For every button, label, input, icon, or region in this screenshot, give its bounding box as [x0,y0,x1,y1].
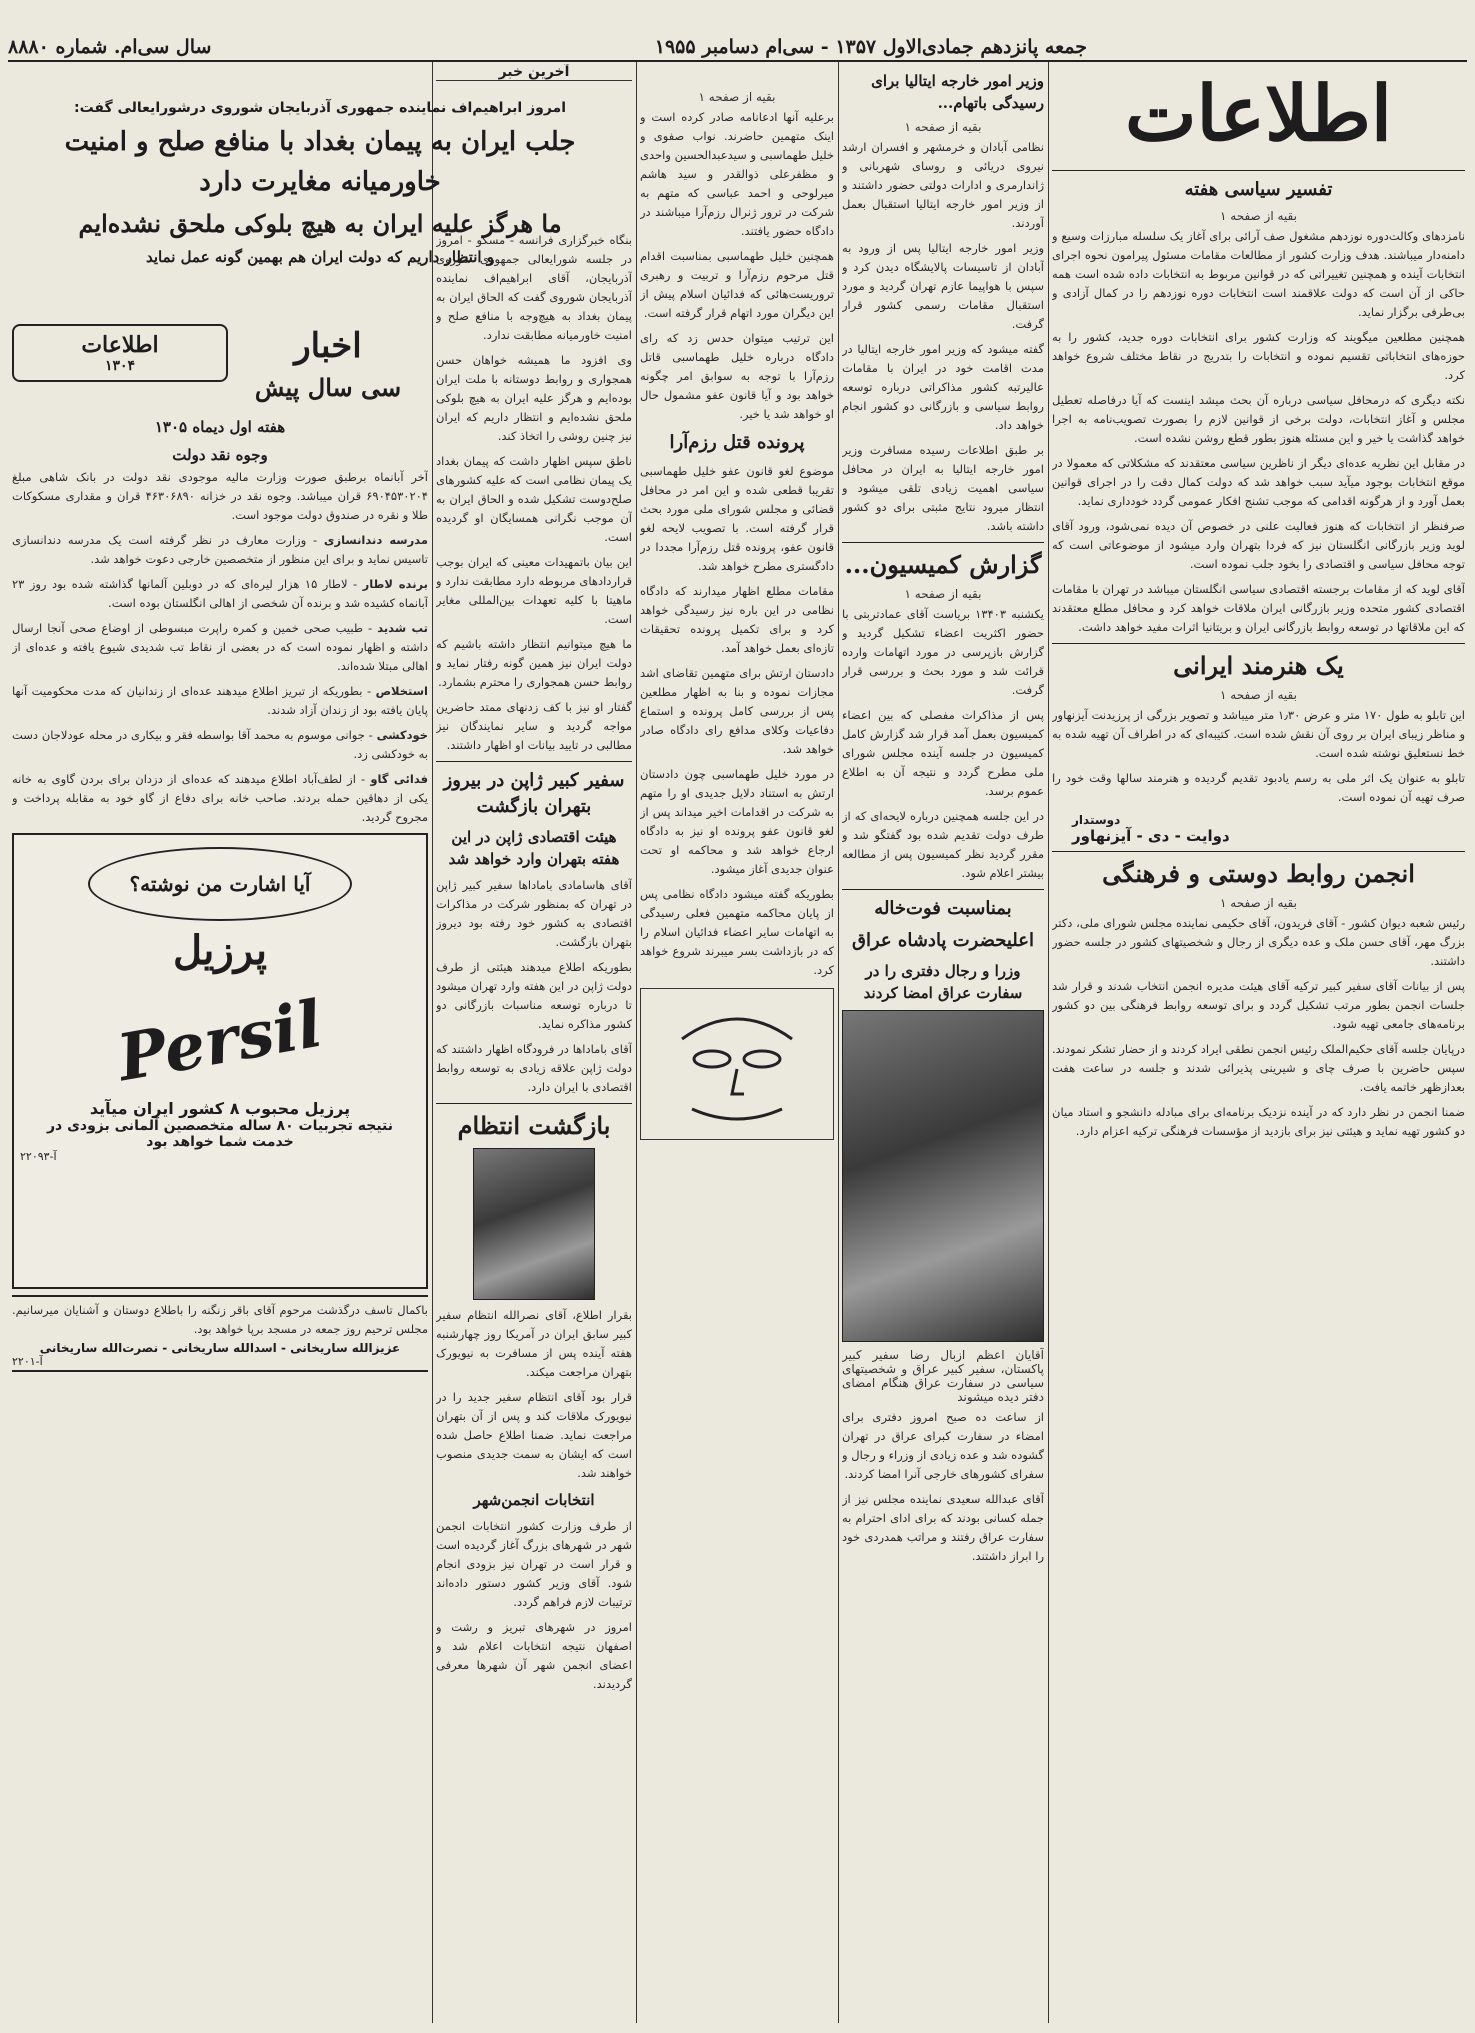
face-sketch-icon [662,999,812,1129]
dateline-bar [8,34,1467,62]
obituary-notice: باکمال تاسف درگذشت مرحوم آقای باقر زنگنه را باطلاع دوستان و آشنایان میرسانیم. مجلس ترحیم روز جمعه در مسجد برپا خواهد بود. عزیزالله ساریخانی - اسدالله ساریخانی - نصرت‌الله ساریخانی آ-۲۲۰۱ [12,1295,428,1372]
column-left: اخبار سی سال پیش اطلاعات ۱۳۰۴ هفته اول دیماه ۱۳۰۵ وجوه نقد دولت آخر آبانماه برطبق صورت وزارت مالیه موجودی نقد دولت در بانک شاهی مبلغ ۶۹۰۴۵۳۰۲۰۴ قران میباشد. وجوه نقد در خزانه ۴۶۳۰۶۸۹۰ قران و مقداری مسکوکات طلا و نقره در صندوق دولت موجود است. مدرسه دندانسازی - وزارت معارف در نظر گرفته است یک مدرسه دندانسازی تاسیس نماید و برای این منظور از متخصصین خارجی دعوت خواهد شد. برنده لاطار - لاطار ۱۵ هزار لیره‌ای که در دوبلین آلمانها گذاشته شده بود روز ۲۳ آبانماه کشیده شد و برنده آن شخصی از اهالی انگلستان بوده است. تب شدید - طبیب صحی خمین و کمره راپرت مبسوطی از اوضاع صحی آنجا ارسال داشته و اظهار نموده است که در بعضی از نقاط تب شدیدی شیوع یافته و عده‌ای از اهالی مبتلا شده‌اند. استخلاص - بطوریکه از تبریز اطلاع میدهند عده‌ای از زندانیان که مدت محکومیت آنها پایان یافته بود از زندان آزاد شدند. خودکشی - جوانی موسوم به محمد آقا بواسطه فقر و بیکاری در محله عودلاجان دست به خودکشی زد. فدائی گاو - از لطف‌آباد اطلاع میدهند که عده‌ای از دزدان برای بردن گاوی به خانه یکی از دهاقین حمله بردند. صاحب خانه برای دفاع از گاو خود به مقابله پرداخت و مجروح گردید. آیا اشارت من نوشته؟ پرزیل Persil پرزیل محبوب ۸ کشور ایران میآید نتیجه تجربیات ۸۰ ساله متخصصین آلمانی بزودی در خدمت شما خواهد بود آ-۲۲۰۹۳ باکمال تاسف درگذشت مرحوم آقای باقر زنگنه را باطلاع دوستان و آشنایان میرسانیم. مجلس ترحیم روز جمعه در مسجد برپا خواهد بود. عزیزالله ساریخانی - اسدالله ساریخانی - نصرت‌الله ساریخانی آ-۲۲۰۱ [12,320,428,2023]
brand-fa: پرزیل [173,927,267,974]
masthead: اطلاعات [1124,69,1392,158]
column-news: آخرین خبر بنگاه خبرگزاری فرانسه - مسکو - امروز در جلسه شورایعالی جمهوری شوروی آذربایجان، آقای ابراهیم‌اف نماینده آذربایجان شوروی گفت که الحاق ایران به پیمان بغداد به هیچ‌وجه با منافع صلح و امنیت خاورمیانه مطابقت ندارد. وی افزود ما همیشه خواهان حسن همجواری و روابط دوستانه با ملت ایران بوده‌ایم و هرگز علیه ایران به هیچ بلوکی ملحق نشده‌ایم و انتظار داریم که ایران نیز چنین روشی را اتخاذ کند. ناطق سپس اظهار داشت که پیمان بغداد یک پیمان نظامی است که علیه کشورهای صلح‌دوست تشکیل شده و الحاق ایران به آن موجب نگرانی همسایگان او گردیده است. این بیان باتمهیدات معینی که ایران بوجب قراردادهای مربوطه دارد مطابقت ندارد و ماهیتا با کلیه تعهدات بین‌المللی مغایر است. ما هیچ میتوانیم انتظار داشته باشیم که دولت ایران نیز همین گونه رفتار نماید و روابط حسن همجواری را محترم بشمارد. گفتار او نیز با کف زدنهای ممتد حاضرین مواجه گردید و سایر نمایندگان نیز مطالبی در تایید بیانات او اظهار داشتند. سفیر کبیر ژاپن در بیروز بتهران بازگشت هیئت اقتصادی ژاپن در این هفته بتهران وارد خواهد شد آقای هاسامادی باماداها سفیر کبیر ژاپن در تهران که بمنظور شرکت در مذاکرات اقتصادی به کشور خود رفته بود دیروز بتهران بازگشت. بطوریکه اطلاع میدهند هیئتی از طرف دولت ژاپن در این هفته وارد تهران میشود تا درباره توسعه مناسبات بازرگانی دو کشور مذاکره نماید. آقای باماداها در فرودگاه اظهار داشتند که دولت ژاپن علاقه زیادی به توسعه روابط اقتصادی با ایران دارد. بازگشت انتظام بقرار اطلاع، آقای نصرالله انتظام سفیر کبیر سابق ایران در آمریکا روز چهارشنبه هفته آینده پس از مسافرت به نیویورک بتهران مراجعت میکند. قرار بود آقای انتظام سفیر جدید را در نیویورک ملاقات کند و پس از آن بتهران مراجعت نماید. ضمنا اطلاع حاصل شده است که ایشان به سمت جدیدی منصوب خواهند شد. انتخابات انجمن‌شهر از طرف وزارت کشور انتخابات انجمن شهر در شهرهای بزرگ آغاز گردیده است و قرار است در تهران نیز بزودی انجام شود. آقای وزیر کشور دستور داده‌اند ترتیبات لازم فراهم گردد. امروز در شهرهای تبریز و رشت و اصفهان نتیجه انتخابات اعلام شد و اعضای انجمن شهر آن شهرها معرفی گردیدند. [436,64,632,1691]
lead-intro: امروز ابراهیم‌اف نماینده جمهوری آذربایجان شوروی درشورایعالی گفت: [73,100,567,116]
column-rule [838,62,839,2023]
italy-headline: وزیر امور خارجه ایتالیا برای رسیدگی باتهام... [871,72,1044,112]
dateline: جمعه پانزدهم جمادی‌الاول ۱۳۵۷ - سی‌ام دسامبر ۱۹۵۵ [654,36,1087,58]
portrait-photo [473,1148,595,1300]
lead-headline-block: امروز ابراهیم‌اف نماینده جمهوری آذربایجان شوروی درشورایعالی گفت: جلب ایران به پیمان بغداد با منافع صلح و امنیت خاورمیانه مغایرت دارد ما هرگز علیه ایران به هیچ بلوکی ملحق نشده‌ایم و انتظار داریم که دولت ایران هم بهمین گونه عمل نماید [12,100,628,274]
persil-advert: آیا اشارت من نوشته؟ پرزیل Persil پرزیل محبوب ۸ کشور ایران میآید نتیجه تجربیات ۸۰ ساله متخصصین آلمانی بزودی در خدمت شما خواهد بود آ-۲۲۰۹۳ [12,833,428,1289]
murder-case-title: پرونده قتل رزم‌آرا [669,432,805,453]
column-right: اطلاعات تفسیر سیاسی هفته بقیه از صفحه ۱ نامزدهای وکالت‌دوره نوزدهم مشغول صف آرائی برای آغاز یک سلسله مبارزات وسیع و دامنه‌دار میباشند. هدف وزارت کشور از مطالعات مقامات مسئول پیرامون نحوه اجرای انتخابات آینده و همچنین تغییراتی که در قوانین مربوط به انتخابات داده شده است همه حاکی از آن است که دولت علاقمند است انتخابات دوره نوزدهم را در کمال آزادی و بی‌طرفی برگزار نماید. همچنین مطلعین میگویند که وزارت کشور برای انتخابات دوره جدید، کشور را به حوزه‌های انتخاباتی تقسیم نموده و انتخابات را بتدریج در نقاط مختلف شروع خواهد کرد. نکته دیگری که درمحافل سیاسی درباره آن بحث میشد اینست که آیا درفاصله تعطیل مجلس و آغاز انتخابات، دولت برخی از قوانین لازم را بصورت تصویب‌نامه به اجرا خواهد گذاشت یا خیر و این مسئله هنوز بطور قطع روشن نشده است. در مقابل این نظریه عده‌ای دیگر از ناظرین سیاسی معتقدند که مشکلاتی که معمولا در موقع انتخابات بوجود میآید سبب خواهد شد که دولت کمال دقت را در اجرای قوانین بعمل آورد و از هرگونه اقدامی که موجب تشنج افکار عمومی گردد خودداری نماید. صرفنظر از انتخابات که هنوز فعالیت علنی در خصوص آن دیده نمی‌شود، ورود آقای لوید وزیر بازرگانی انگلستان نیز که فردا بتهران وارد میشود از موضوعاتی است که توجه محافل سیاسی و اقتصادی را بخود جلب نموده است. آقای لوید که از مقامات برجسته اقتصادی سیاسی انگلستان میباشد در تهران با مقامات اقتصادی کشور متحده وزیر بازرگانی ایران ملاقات خواهد کرد و محافل مطلع معتقدند که این ملاقاتها در توسعه روابط بازرگانی ایران و بریتانیا اثرات مفید خواهد داشت. یک هنرمند ایرانی بقیه از صفحه ۱ این تابلو به طول ۱۷۰ متر و عرض ۱٫۳۰ متر میباشد و تصویر بزرگی از پرزیدنت آیزنهاور و مناظر زیبای ایران بر روی آن نقش شده است. کتیبه‌ای که در اطراف آن تهیه شده به خط نستعلیق نوشته شده است. تابلو به عنوان یک اثر ملی به رسم یادبود تقدیم گردیده و هنرمند سالها وقت خود را صرف تهیه آن نموده است. دوستدار دوایت - دی - آیزنهاور انجمن روابط دوستی و فرهنگی بقیه از صفحه ۱ رئیس شعبه دیوان کشور - آقای فریدون، آقای حکیمی نماینده مجلس شورای ملی، دکتر بزرگ مهر، آقای حسن ملک و عده دیگری از رجال و شخصیتهای کشور در جلسه حضور داشتند. پس از بیانات آقای سفیر کبیر ترکیه آقای هیئت مدیره انجمن انتخاب شدند و قرار شد جلسات انجمن بطور مرتب تشکیل گردد و برای توسعه روابط فرهنگی بین دو کشور برنامه‌های جامعی تهیه شود. درپایان جلسه آقای حکیم‌الملک رئیس انجمن نطقی ایراد کردند و از حضار تشکر نمودند. سپس حاضرین با صرف چای و شیرینی پذیرائی شدند و جلسه در ساعت هفت بعدازظهر خاتمه یافت. ضمنا انجمن در نظر دارد که در آینده نزدیک برنامه‌ای برای مبادله دانشجو و استاد میان دو کشور تهیه نماید و هیئتی نیز برای بازدید از مؤسسات فرهنگی ترکیه اعزام دارد. [1052,64,1465,2023]
column-rule [1048,62,1049,2023]
speech-bubble: آیا اشارت من نوشته؟ [88,847,352,921]
lead-subheadline: ما هرگز علیه ایران به هیچ بلوکی ملحق نشده‌ایم [78,209,562,238]
latest-news-label: آخرین خبر [436,64,632,81]
old-news-title: اخبار [294,326,362,366]
commission-report-title: گزارش کمیسیون... [844,550,1042,579]
brand-logo: Persil [112,986,328,1097]
signature-label: دوستدار [1072,813,1121,827]
column-trial: بقیه از صفحه ۱ برعلیه آنها ادعانامه صادر کرده است و اینک متهمین حاضرند. نواب صفوی و خلیل طهماسبی و سیدعبدالحسین واحدی و مظفرعلی ذوالقدر و سید هاشم میرلوحی و احمد عباسی که متهم به شرکت در ترور ژنرال رزم‌آرا میباشند در دادگاه حضور یافتند. همچنین خلیل طهماسبی بمناسبت اقدام قتل مرحوم رزم‌آرا و تربیت و رهبری تروریست‌هائی که فدائیان اسلام پیش از این دیگران مورد اتهام قرار گرفته است. این ترتیب میتوان حدس زد که رای دادگاه درباره خلیل طهماسبی قاتل رزم‌آرا با توجه به سوابق امر چگونه خواهد بود و آیا قانون عفو مشمول حال او خواهد شد یا خیر. پرونده قتل رزم‌آرا موضوع لغو قانون عفو خلیل طهماسبی تقریبا قطعی شده و این امر در محافل قضائی و مجلس شورای ملی مورد بحث قرار گرفته است. با تصویب لایحه لغو قانون عفو، پرونده قتل رزم‌آرا مجددا در دادگستری مطرح خواهد شد. مقامات مطلع اظهار میدارند که دادگاه نظامی در این باره نیز رسیدگی خواهد کرد و برای تکمیل پرونده تحقیقات تازه‌ای بعمل خواهد آمد. دادستان ارتش برای متهمین تقاضای اشد مجازات نموده و بنا به اظهار مطلعین پس از بررسی کامل پرونده و استماع دفاعیات وکلای مدافع رای دادگاه صادر خواهد شد. در مورد خلیل طهماسبی چون دادستان ارتش به استناد دلایل جدیدی او را متهم به شرکت در اقدامات اخیر میداند پس از لغو قانون عفو پرونده او نیز به دادگاه ارجاع خواهد شد و محاکمه او تحت عنوان جدیدی آغاز میشود. بطوریکه گفته میشود دادگاه نظامی پس از پایان محاکمه متهمین فعلی رسیدگی به اتهامات سایر اعضاء فدائیان اسلام را که در بازداشت بسر میبرند شروع خواهد کرد. [640,64,834,2023]
sketch-illustration [640,988,834,1140]
association-title: انجمن روابط دوستی و فرهنگی [1102,859,1415,888]
column-rule [636,62,637,2023]
embassy-photo [842,1010,1044,1342]
lead-headline: جلب ایران به پیمان بغداد با منافع صلح و امنیت خاورمیانه مغایرت دارد [64,127,576,197]
condolence-title: بمناسبت فوت‌خاله [874,898,1012,919]
column-rule [432,62,433,2023]
column-italy: وزیر امور خارجه ایتالیا برای رسیدگی باتهام... بقیه از صفحه ۱ نظامی آبادان و خرمشهر و افسران ارشد نیروی دریائی و روسای شهربانی و ژاندارمری و ادارات دولتی حضور داشتند و از وزیر امور خارجه ایتالیا استقبال بعمل آوردند. وزیر امور خارجه ایتالیا پس از ورود به آبادان از تاسیسات پالایشگاه دیدن کرد و سپس با هواپیما عازم تهران گردید و مورد استقبال مقامات رسمی کشور قرار گرفت. گفته میشود که وزیر امور خارجه ایتالیا در مدت اقامت خود در ایران با مقامات عالیرتبه کشور مذاکراتی درباره توسعه روابط سیاسی و بازرگانی دو کشور انجام خواهد داد. بر طبق اطلاعات رسیده مسافرت وزیر امور خارجه ایتالیا به ایران در محافل سیاسی اهمیت زیادی تلقی میشود و انتظار میرود نتایج مثبتی برای دو کشور داشته باشد. گزارش کمیسیون... بقیه از صفحه ۱ یکشنبه ۱۳۴۰۳ بریاست آقای عمادتربتی با حضور اکثریت اعضاء تشکیل گردید و گزارش بازپرسی در مورد اتهامات وارده قرائت شد و مورد بحث و بررسی قرار گرفت. پس از مذاکرات مفصلی که بین اعضاء کمیسیون بعمل آمد قرار شد گزارش کامل کمیسیون در جلسه آینده مجلس شورای ملی مطرح گردد و نتیجه آن به اطلاع عموم برسد. در این جلسه همچنین درباره لایحه‌ای که از طرف دولت تقدیم شده بود گفتگو شد و مقرر گردید نظر کمیسیون پس از مطالعه بیشتر اعلام شود. بمناسبت فوت‌خاله اعلیحضرت پادشاه عراق وزرا و رجال دفتری را در سفارت عراق امضا کردند آقایان اعظم ازبال رضا سفیر کبیر پاکستان، سفیر کبیر عراق و شخصیتهای سیاسی در سفارت عراق هنگام امضای دفتر دیده میشوند از ساعت ده صبح امروز دفتری برای امضاء در سفارت کبرای عراق در تهران گشوده شد و عده زیادی از وزراء و رجال و سفرای کشورهای خارجی آنرا امضا کردند. آقای عبدالله سعیدی نماینده مجلس نیز از جمله کسانی بودند که برای ادای احترام به سفارت عراق رفتند و مراتب همدردی خود را ابراز داشتند. [842,72,1044,1563]
artist-title: یک هنرمند ایرانی [1173,651,1344,680]
japan-headline: سفیر کبیر ژاپن در بیروز بتهران بازگشت [443,770,625,817]
photo-caption: آقایان اعظم ازبال رضا سفیر کبیر پاکستان، سفیر کبیر عراق و شخصیتهای سیاسی در سفارت عراق هنگام امضای دفتر دیده میشوند [842,1348,1044,1404]
return-headline: بازگشت انتظام [457,1111,611,1140]
elections-headline: انتخابات انجمن‌شهر [473,1491,595,1509]
ettelaat-stamp: اطلاعات ۱۳۰۴ [12,324,228,382]
weekly-analysis-title: تفسیر سیاسی هفته [1184,179,1333,200]
issue-number: سال سی‌ام. شماره ۸۸۸۰ [8,36,212,58]
signature-name: دوایت - دی - آیزنهاور [1072,827,1230,845]
